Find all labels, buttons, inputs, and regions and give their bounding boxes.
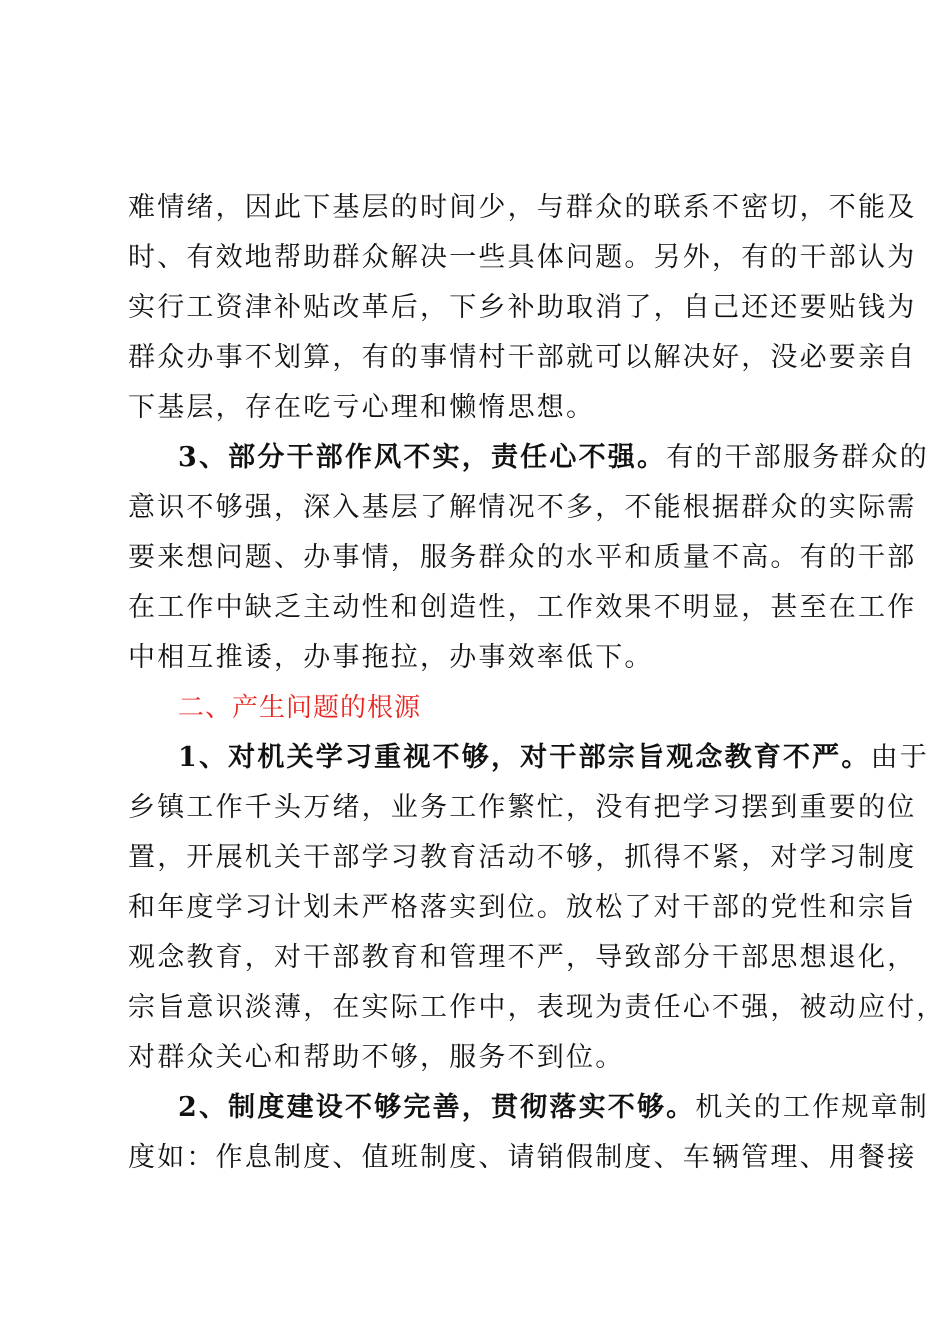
- text-line: 观念教育，对干部教育和管理不严，导致部分干部思想退化，: [128, 942, 917, 973]
- section-heading: 二、产生问题的根源: [178, 693, 422, 723]
- text-line: 置，开展机关干部学习教育活动不够，抓得不紧，对学习制度: [128, 842, 917, 873]
- text-line: 实行工资津补贴改革后，下乡补助取消了，自己还还要贴钱为: [128, 292, 917, 323]
- document-body: [128, 183, 946, 1183]
- item-1-heading: 1、对机关学习重视不够，对干部宗旨观念教育不严。: [178, 742, 871, 773]
- text-line: 要来想问题、办事情，服务群众的水平和质量不高。有的干部: [128, 542, 917, 573]
- text-line: 在工作中缺乏主动性和创造性，工作效果不明显，甚至在工作: [128, 592, 917, 623]
- text-line: 群众办事不划算，有的事情村干部就可以解决好，没必要亲自: [128, 342, 917, 373]
- text-line: 难情绪，因此下基层的时间少，与群众的联系不密切，不能及: [128, 192, 917, 223]
- paragraph-item-3: [128, 433, 929, 483]
- text-line: 宗旨意识淡薄，在实际工作中，表现为责任心不强，被动应付，: [128, 992, 946, 1023]
- text-line: 意识不够强，深入基层了解情况不多，不能根据群众的实际需: [128, 492, 917, 523]
- item-2-text: 机关的工作规章制: [695, 1092, 929, 1123]
- text-line: 乡镇工作千头万绪，业务工作繁忙，没有把学习摆到重要的位: [128, 792, 917, 823]
- item-3-text: 有的干部服务群众的: [666, 442, 929, 473]
- text-line: 和年度学习计划未严格落实到位。放松了对干部的党性和宗旨: [128, 892, 917, 923]
- paragraph-item-1: [128, 733, 929, 783]
- item-2-heading: 2、制度建设不够完善，贯彻落实不够。: [178, 1092, 696, 1123]
- paragraph-item-2: [128, 1083, 929, 1133]
- text-line: 度如：作息制度、值班制度、请销假制度、车辆管理、用餐接: [128, 1142, 917, 1173]
- text-line: 对群众关心和帮助不够，服务不到位。: [128, 1042, 625, 1073]
- text-line: 下基层，存在吃亏心理和懒惰思想。: [128, 392, 596, 423]
- item-1-text: 由于: [870, 742, 929, 773]
- text-line: 中相互推诿，办事拖拉，办事效率低下。: [128, 642, 654, 673]
- item-3-heading: 3、部分干部作风不实，责任心不强。: [178, 442, 667, 473]
- text-line: 时、有效地帮助群众解决一些具体问题。另外，有的干部认为: [128, 242, 917, 273]
